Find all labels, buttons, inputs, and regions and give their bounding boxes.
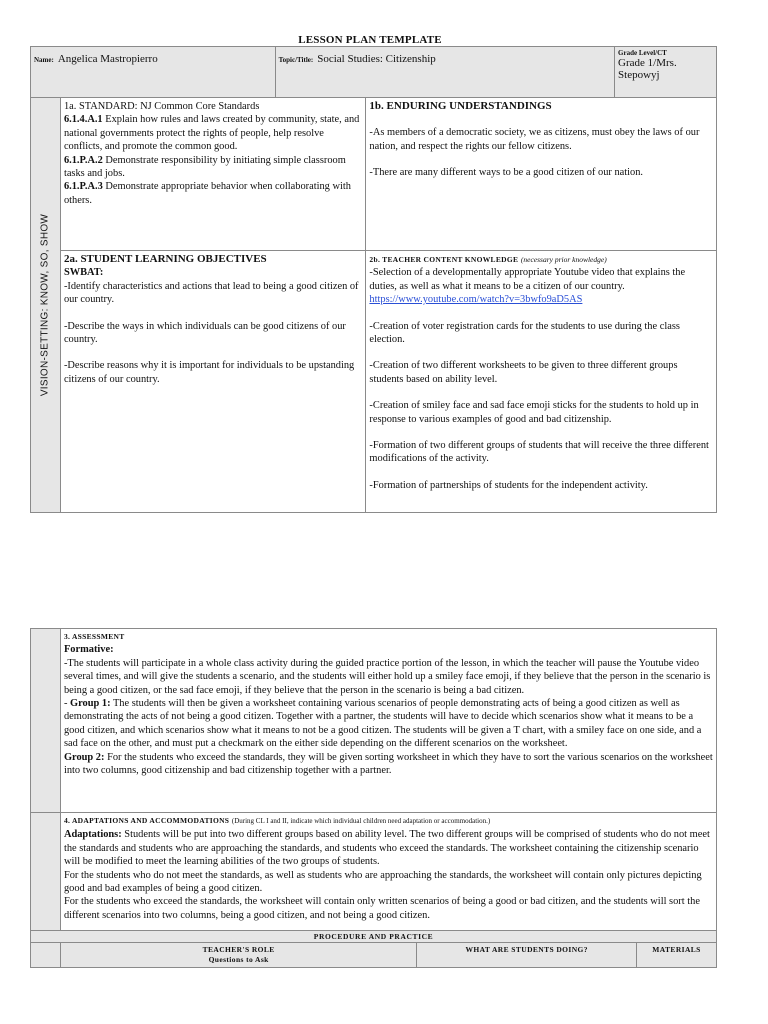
enduring-heading: 1b. ENDURING UNDERSTANDINGS — [369, 100, 552, 112]
adaptations-heading: 4. ADAPTATIONS AND ACCOMMODATIONS — [63, 816, 230, 825]
standard-item — [64, 180, 362, 207]
row-standards — [31, 98, 717, 251]
adaptations-label: Adaptations: — [63, 829, 122, 841]
topic-cell — [275, 47, 614, 98]
teachers-role-label: TEACHER'S ROLE — [202, 945, 275, 954]
adaptations-side-cell — [31, 813, 61, 931]
name-cell — [31, 47, 276, 98]
adaptations-note: (During CL I and II, indicate which individual children need adaptation or accommodation.) — [231, 817, 491, 825]
standard-cell — [60, 98, 365, 251]
name-value: Angelica Mastropierro — [57, 53, 158, 65]
grade-value-line2: Stepowyj — [618, 69, 660, 81]
enduring-item: -There are many different ways to be a good citizen of our nation. — [369, 167, 644, 179]
group2-label: Group 2: — [63, 751, 105, 763]
grade-value-line1: Grade 1/Mrs. — [618, 57, 677, 69]
lesson-plan-bottom-table — [30, 628, 717, 968]
teachers-role-header — [60, 943, 416, 968]
standard-text: Demonstrate responsibility by initiating simple classroom tasks and jobs. — [63, 154, 346, 180]
teacher-knowledge-heading: 2b. TEACHER CONTENT KNOWLEDGE — [369, 255, 519, 264]
objective-item: -Describe the ways in which individuals can be good citizens of our country. — [63, 320, 346, 346]
objectives-swbat: SWBAT: — [63, 267, 104, 279]
topic-label: Topic/Title: — [278, 56, 314, 64]
standard-text: Demonstrate appropriate behavior when collaborating with others. — [63, 181, 351, 206]
standard-text: Explain how rules and laws created by community, state, and national governments protect the rights of people, help resolve conflicts, and promote the common good. — [63, 114, 360, 153]
standard-code: 6.1.P.A.3 — [63, 181, 103, 193]
standard-item — [64, 154, 362, 181]
row-adaptations — [31, 813, 717, 931]
standard-code: 6.1.4.A.1 — [63, 114, 103, 126]
header-row — [31, 47, 717, 98]
adaptations-text: For the students who exceed the standards, the worksheet will contain only written scenarios of being a good or bad citizen, and the students will sort the different scenarios into two columns, being a good citizen, and not being a good citizen. — [63, 896, 700, 921]
grade-cell — [615, 47, 717, 98]
materials-header: MATERIALS — [637, 943, 717, 968]
questions-to-ask-label: Questions to Ask — [208, 955, 269, 964]
group1-label: Group 1: — [70, 698, 111, 710]
formative-label: Formative: — [63, 644, 114, 656]
teacher-knowledge-cell — [366, 251, 717, 513]
knowledge-item: -Creation of smiley face and sad face emoji sticks for the students to hold up in response to various examples of good and bad citizenship. — [369, 400, 699, 425]
knowledge-item: -Creation of two different worksheets to be given to three different groups students based on ability level. — [369, 360, 678, 385]
vision-setting-label: VISION-SETTING: KNOW, SO, SHOW — [39, 213, 51, 397]
teacher-knowledge-note: (necessary prior knowledge) — [520, 255, 607, 264]
objective-item: -Describe reasons why it is important for individuals to be upstanding citizens of our country. — [63, 360, 355, 385]
assessment-side-cell — [31, 629, 61, 813]
document-title: LESSON PLAN TEMPLATE — [298, 34, 442, 46]
group1-text: The students will then be given a worksheet containing various scenarios of people demonstrating acts of being a good citizen as well as demonstrating the acts of not being a good citizen. Together with a partner, the students will have to decide which scenarios show what it means to be a good citizen, and which scenarios show what it means to not be a good citizen. The students will be given a T chart, with a smiley face on one side, and a sad face on the other, and must put a checkmark on the either side depending on the different scenarios on the worksheet. — [63, 698, 702, 750]
knowledge-item: -Formation of two different groups of students that will receive the three different modifications of the activity. — [369, 440, 709, 465]
procedure-title: PROCEDURE AND PRACTICE — [31, 931, 717, 943]
procedure-side-cell — [31, 943, 61, 968]
objectives-cell — [60, 251, 365, 513]
adaptations-cell — [60, 813, 716, 931]
youtube-video-link[interactable]: https://www.youtube.com/watch?v=3bwfo9aD5AS — [369, 294, 583, 306]
enduring-item: -As members of a democratic society, we as citizens, must obey the laws of our nation, and respect the rights our fellow citizens. — [369, 127, 700, 152]
enduring-understandings-cell — [366, 98, 717, 251]
adaptations-text: For the students who do not meet the standards, as well as students who are approaching the standards, the worksheet will contain only pictures depicting good and bad examples of being a good citizen. — [63, 869, 702, 895]
vision-setting-side-cell — [31, 98, 61, 513]
row-procedure-columns — [31, 943, 717, 968]
adaptations-text: Students will be put into two different groups based on ability level. The two different groups will be comprised of students who do not meet the standards and students who are approaching the standards, and students who exceed the standards. The worksheet containing the citizenship scenario will be modified to meet the learning abilities of the two groups of students. — [63, 829, 710, 868]
grade-label: Grade Level/CT — [618, 49, 667, 57]
row-procedure-title — [31, 931, 717, 943]
assessment-heading: 3. ASSESSMENT — [63, 632, 125, 641]
standard-item — [64, 113, 362, 153]
lesson-plan-top-table — [30, 46, 717, 513]
knowledge-item: -Formation of partnerships of students for the independent activity. — [369, 479, 648, 491]
knowledge-item: -Selection of a developmentally appropriate Youtube video that explains the duties, as well as what it means to be a citizen of our country. — [369, 267, 686, 292]
name-label: Name: — [34, 56, 54, 64]
row-objectives — [31, 251, 717, 513]
standard-code: 6.1.P.A.2 — [63, 154, 103, 166]
objective-item: -Identify characteristics and actions that lead to being a good citizen of our country. — [63, 280, 359, 306]
standard-heading: 1a. STANDARD: NJ Common Core Standards — [63, 101, 260, 112]
group2-text: For the students who exceed the standards, they will be given sorting worksheet in which they have to sort the various scenarios on the worksheet into two columns, good citizenship and bad citizenship together with a partner. — [63, 751, 713, 777]
objectives-heading: 2a. STUDENT LEARNING OBJECTIVES — [63, 253, 267, 265]
knowledge-item: -Creation of voter registration cards for the students to use during the class election. — [369, 320, 680, 346]
assessment-cell — [60, 629, 716, 813]
formative-text: -The students will participate in a whole class activity during the guided practice portion of the lesson, in which the teacher will pause the Youtube video several times, and will give the students a scenario, and the students will either hold up a smiley face emoji, if they believe that the person in the scenario is being a good citizen, or the sad face emoji, if they believe that the person in the scenario is being a bad citizen. — [63, 657, 711, 696]
topic-value: Social Studies: Citizenship — [317, 53, 436, 65]
row-assessment — [31, 629, 717, 813]
group1-prefix: - — [63, 698, 71, 710]
students-doing-header: WHAT ARE STUDENTS DOING? — [417, 943, 637, 968]
